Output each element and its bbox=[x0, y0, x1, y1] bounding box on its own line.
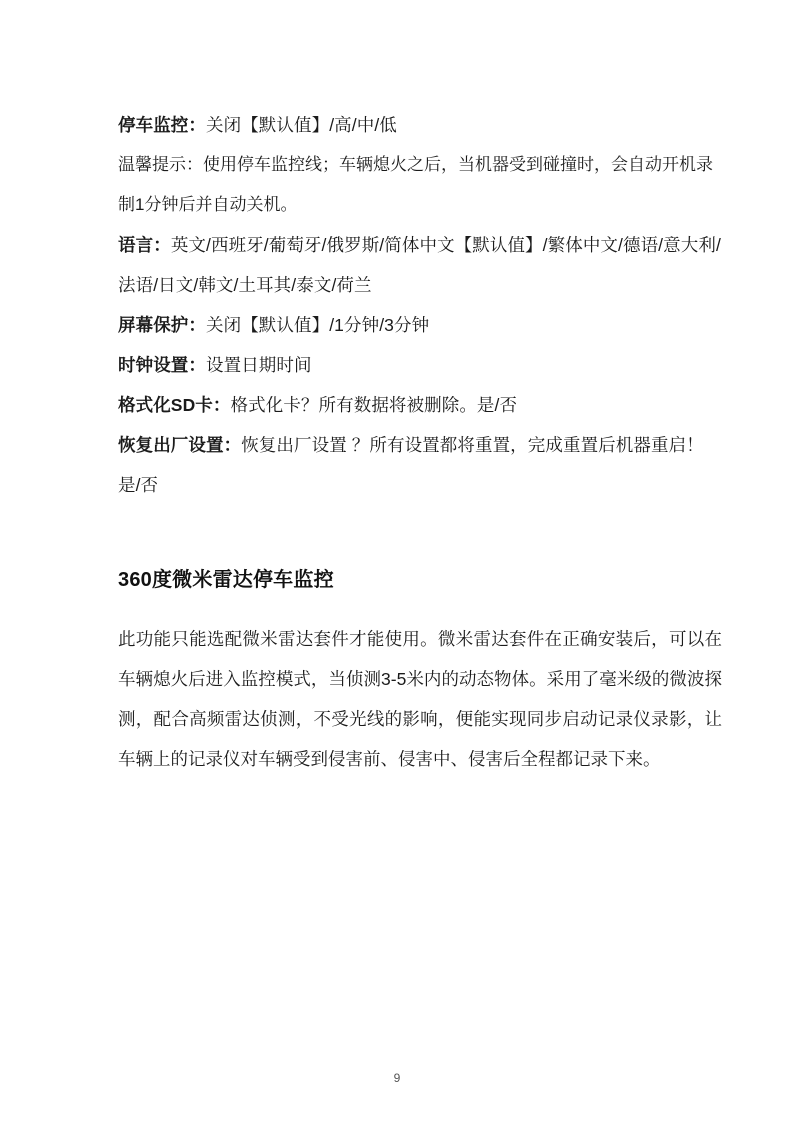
section-body-paragraph: 此功能只能选配微米雷达套件才能使用。微米雷达套件在正确安装后，可以在车辆熄火后进入监控模式，当侦测3-5米内的动态物体。采用了毫米级的微波探测，配合高频雷达侦测，不受光线的影响，便能实现同步启动记录仪录影，让车辆上的记录仪对车辆受到侵害前、侵害中、侵害后全程都记录下来。 bbox=[118, 629, 722, 769]
setting-item-screen-saver bbox=[118, 305, 722, 345]
settings-list bbox=[118, 105, 722, 505]
setting-item-format-sd bbox=[118, 385, 722, 425]
setting-item-parking-monitor bbox=[118, 105, 722, 145]
setting-term: 时钟设置： bbox=[118, 355, 206, 375]
page-number: 9 bbox=[393, 1071, 401, 1085]
setting-value: 恢复出厂设置 ？所有设置都将重置，完成重置后机器重启！ 是/否 bbox=[118, 435, 704, 495]
setting-item-factory-reset bbox=[118, 425, 722, 505]
setting-term: 屏幕保护： bbox=[118, 315, 206, 335]
setting-value: 设置日期时间 bbox=[206, 355, 312, 375]
setting-term: 语言： bbox=[118, 235, 171, 255]
setting-item-language bbox=[118, 225, 722, 305]
setting-value: 关闭【默认值】/高/中/低 bbox=[206, 115, 397, 135]
setting-value: 格式化卡？所有数据将被删除。是/否 bbox=[230, 395, 518, 415]
setting-value: 英文/西班牙/葡萄牙/俄罗斯/简体中文【默认值】/繁体中文/德语/意大利/法语/日文/韩文/土耳其/泰文/荷兰 bbox=[118, 235, 721, 295]
setting-term: 停车监控： bbox=[118, 115, 206, 135]
setting-value: 关闭【默认值】/1分钟/3分钟 bbox=[206, 315, 430, 335]
setting-item-clock bbox=[118, 345, 722, 385]
section-title: 360度微米雷达停车监控 bbox=[118, 569, 334, 591]
setting-tip: 温馨提示：使用停车监控线；车辆熄火之后，当机器受到碰撞时，会自动开机录制1分钟后并自动关机。 bbox=[118, 155, 713, 214]
setting-term: 格式化SD卡： bbox=[118, 395, 231, 415]
setting-term: 恢复出厂设置： bbox=[118, 435, 242, 455]
